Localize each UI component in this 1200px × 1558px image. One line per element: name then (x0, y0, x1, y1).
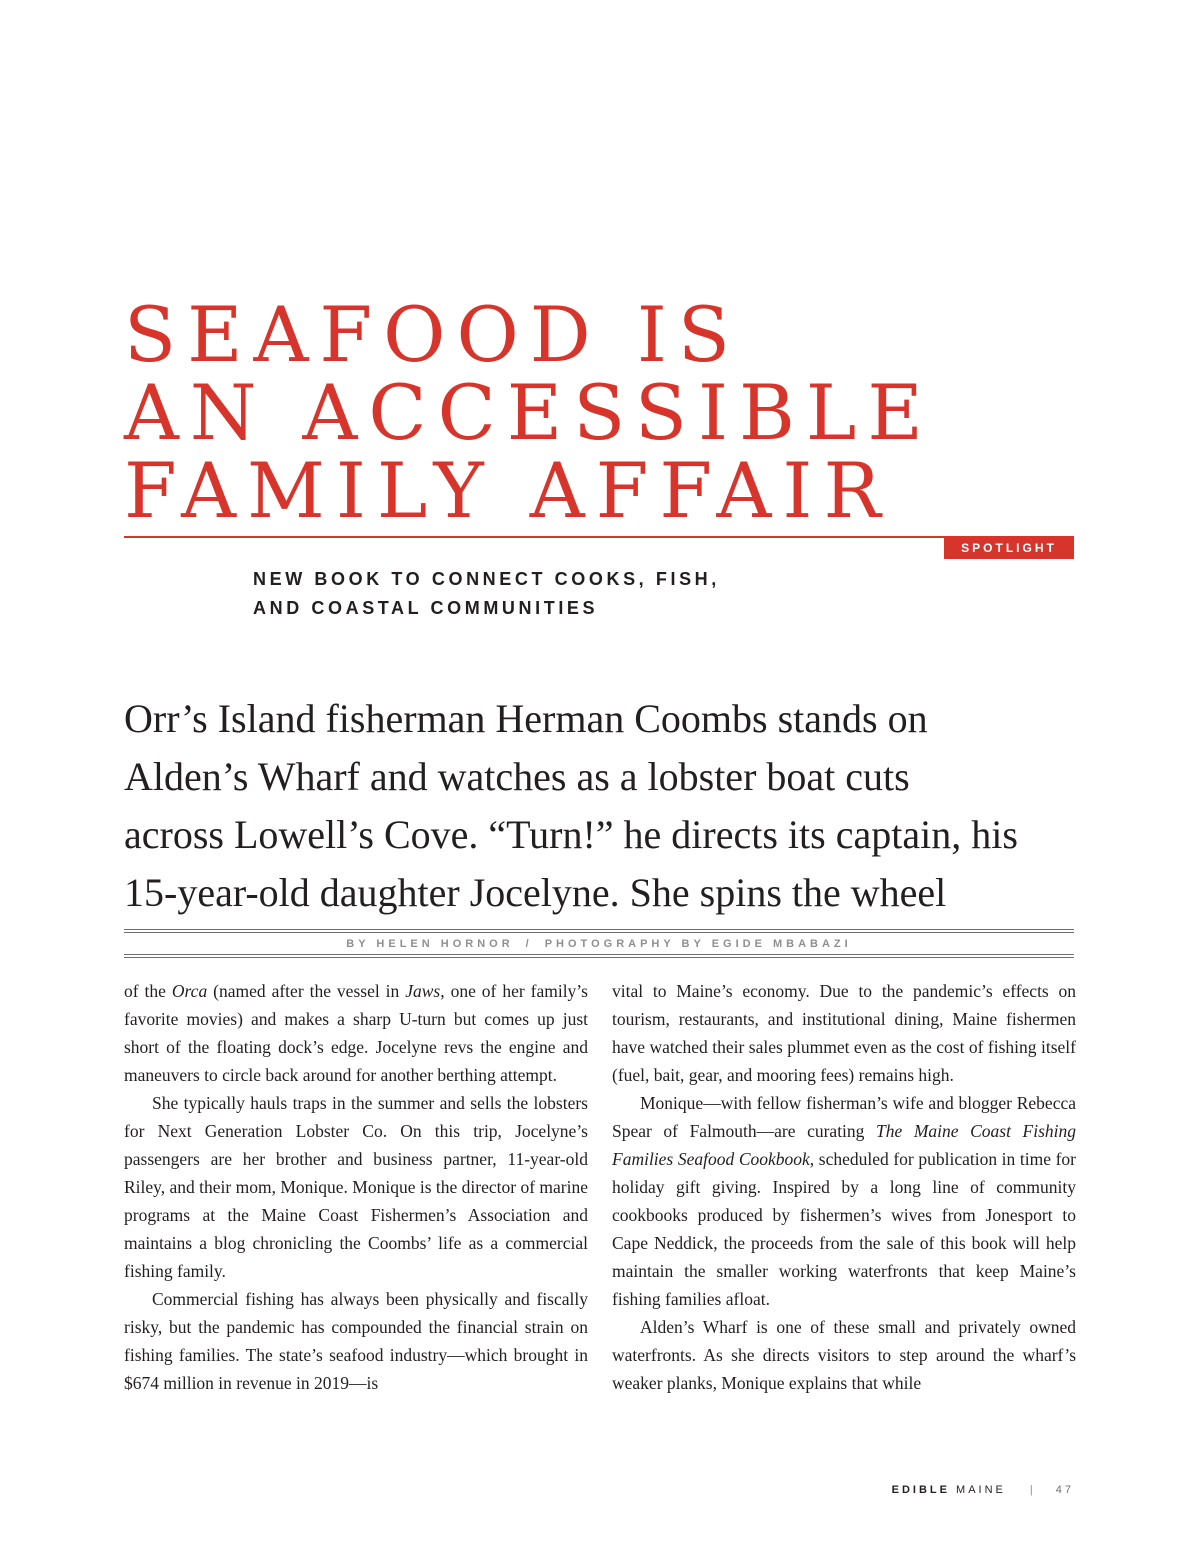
section-tag: SPOTLIGHT (944, 538, 1074, 559)
byline: BY HELEN HORNOR (346, 938, 514, 950)
headline-line-3: FAMILY AFFAIR (124, 446, 892, 535)
headline-divider (124, 536, 1074, 538)
credit-rule-bottom-inner (124, 954, 1074, 955)
credit-line (124, 935, 1074, 953)
headline-line-1: SEAFOOD IS (124, 290, 741, 379)
page-folio (892, 1484, 1074, 1496)
article-headline (124, 290, 934, 535)
page-number: 47 (1055, 1484, 1074, 1496)
body-paragraph-5: Monique—with fellow fisherman’s wife and blogger Rebecca Spear of Falmouth—are curating The Maine Coast Fishing Families Seafood Cookbook, scheduled for publication in time for holiday gift giving. Inspired by a long line of community cookbooks produced by fishermen’s wives from Jonesport to Cape Neddick, the proceeds from the sale of this book will help maintain the smaller working waterfronts that keep Maine’s fishing families afloat. (612, 1093, 1076, 1309)
credit-rule-bottom-outer (124, 957, 1074, 958)
book-title: The Maine Coast Fishing Families Seafood Cookbook (612, 1121, 1076, 1169)
lead-line-4: 15-year-old daughter Jocelyne. She spins the wheel (124, 870, 947, 915)
body-paragraph-4: vital to Maine’s economy. Due to the pandemic’s effects on tourism, restaurants, and institutional dining, Maine fishermen have watched their sales plummet even as the cost of fishing itself (fuel, bait, gear, and mooring fees) remains high. (612, 981, 1076, 1085)
body-paragraph-2: She typically hauls traps in the summer and sells the lobsters for Next Generation Lobster Co. On this trip, Jocelyne’s passengers are her brother and business partner, 11-year-old Riley, and their mom, Monique. Monique is the director of marine programs at the Maine Coast Fishermen’s Association and maintains a blog chronicling the Coombs’ life as a commercial fishing family. (124, 1093, 588, 1281)
lead-paragraph (124, 690, 1084, 922)
film-title-orca: Orca (171, 981, 208, 1001)
film-title-jaws: Jaws (405, 981, 441, 1001)
article-deck (253, 565, 720, 623)
body-paragraph-1: of the Orca (named after the vessel in Jaws, one of her family’s favorite movies) and makes a sharp U-turn but comes up just short of the floating dock’s edge. Jocelyne revs the engine and maneuvers to circle back around for another berthing attempt. (124, 981, 588, 1085)
credit-rule-top-inner (124, 932, 1074, 933)
body-paragraph-6: Alden’s Wharf is one of these small and privately owned waterfronts. As she directs visitors to step around the wharf’s weaker planks, Monique explains that while (612, 1317, 1076, 1393)
body-column-left (124, 977, 588, 1397)
folio-separator: | (1029, 1484, 1036, 1496)
lead-line-2: Alden’s Wharf and watches as a lobster boat cuts (124, 754, 910, 799)
credit-rule-top-outer (124, 929, 1074, 930)
magazine-name-bold: EDIBLE (891, 1484, 950, 1496)
lead-line-3: across Lowell’s Cove. “Turn!” he directs its captain, his (124, 812, 1018, 857)
deck-line-2: AND COASTAL COMMUNITIES (253, 598, 599, 618)
body-paragraph-3: Commercial fishing has always been physically and fiscally risky, but the pandemic has compounded the financial strain on fishing families. The state’s seafood industry—which brought in $674 million in revenue in 2019—is (124, 1289, 588, 1393)
headline-line-2: AN ACCESSIBLE (124, 368, 934, 457)
photo-credit: PHOTOGRAPHY BY EGIDE MBABAZI (544, 938, 852, 950)
credit-separator: / (525, 938, 533, 950)
magazine-name-light: MAINE (956, 1484, 1006, 1496)
lead-line-1: Orr’s Island fisherman Herman Coombs stands on (124, 696, 928, 741)
body-column-right (612, 977, 1076, 1397)
deck-line-1: NEW BOOK TO CONNECT COOKS, FISH, (253, 569, 720, 589)
